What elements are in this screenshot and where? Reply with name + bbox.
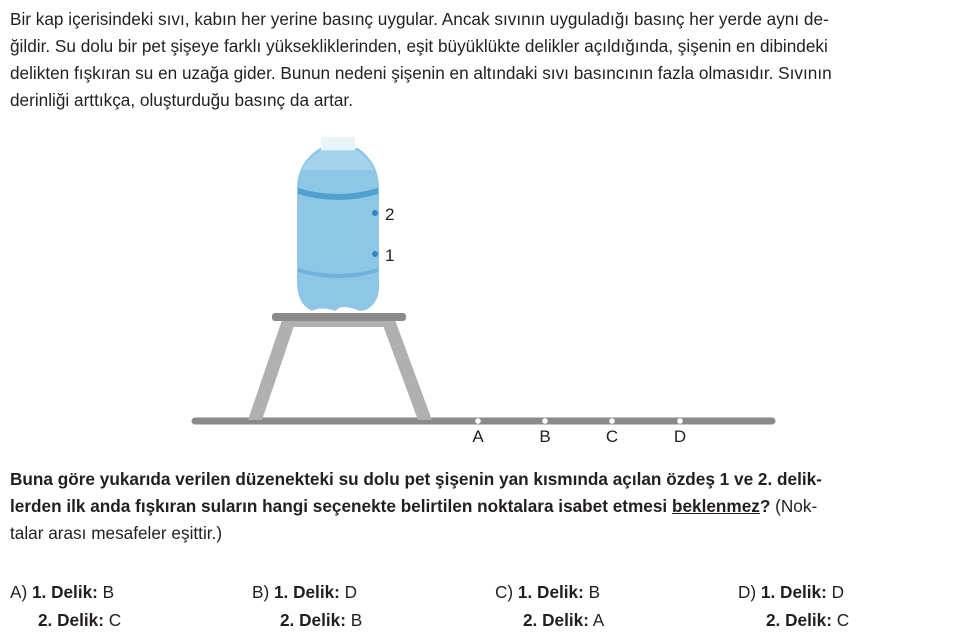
intro-paragraph [10,6,956,114]
point-b-dot [542,418,548,424]
option-d2-label: 2. Delik: [766,610,832,630]
water-bottle [297,137,379,311]
question-part-2: lerden ilk anda fışkıran suların hangi seçenekte belirtilen noktalara isabet etmesi [10,496,672,516]
table [248,313,432,420]
question-line-1: Buna göre yukarıda verilen düzenekteki su dolu pet şişenin yan kısmında açılan özdeş 1 ve 2. delik- [10,469,822,489]
option-d2-label: 2. Delik: [38,610,104,630]
option-d1-label: 1. Delik: [273,582,340,602]
option-letter: B) [252,582,270,602]
question-line-2 [10,493,956,520]
question-underlined-word: beklenmez [671,496,760,516]
question-text [10,466,956,547]
table-leg-left [248,320,296,420]
point-d-dot [677,418,683,424]
option-d2-value: A [592,610,605,630]
option-d1-label: 1. Delik: [31,582,98,602]
experiment-figure [0,130,966,450]
point-label-a: A [472,427,484,446]
point-c-dot [609,418,615,424]
option-d1-label: 1. Delik: [760,582,827,602]
hole-label-2: 2 [385,205,395,224]
point-label-b: B [539,427,551,446]
point-label-c: C [605,427,619,446]
option-a[interactable] [10,578,121,634]
point-label-d: D [673,427,687,446]
hole-2 [372,210,378,216]
bottle-body [297,148,379,311]
question-line-3: talar arası mesafeler eşittir.) [10,523,223,543]
option-b[interactable] [252,578,362,634]
point-a-dot [475,418,481,424]
intro-line-4: derinliği arttıkça, oluşturduğu basınç da artar. [10,90,353,110]
hole-label-1: 1 [385,246,395,265]
question-mark: ? [759,496,771,516]
option-letter: A) [10,582,28,602]
bottle-cap [321,137,355,151]
option-letter: C) [495,582,514,602]
option-d1-value: D [831,582,845,602]
option-d2-value: C [836,610,850,630]
option-d2-label: 2. Delik: [280,610,346,630]
option-d1-label: 1. Delik: [517,582,584,602]
hole-1 [372,251,378,257]
option-d[interactable] [738,578,849,634]
option-d2-label: 2. Delik: [523,610,589,630]
question-part-3: (Nok- [770,496,818,516]
option-d1-value: D [344,582,358,602]
table-leg-right [381,320,432,420]
option-letter: D) [738,582,757,602]
intro-line-3: delikten fışkıran su en uzağa gider. Bunun nedeni şişenin en altındaki sıvı basıncının fazla olmasıdır. Sıvının [10,63,832,83]
option-d1-value: B [588,582,601,602]
intro-line-2: ğildir. Su dolu bir pet şişeye farklı yüksekliklerinden, eşit büyüklükte delikler açıldığında, şişenin en dibindeki [10,36,828,56]
table-crossbar [282,320,395,327]
option-d2-value: B [350,610,363,630]
option-d1-value: B [102,582,115,602]
option-d2-value: C [108,610,122,630]
table-top [272,313,406,321]
option-c[interactable] [495,578,604,634]
intro-line-1: Bir kap içerisindeki sıvı, kabın her yerine basınç uygular. Ancak sıvının uyguladığı basınç her yerde aynı de- [10,9,829,29]
